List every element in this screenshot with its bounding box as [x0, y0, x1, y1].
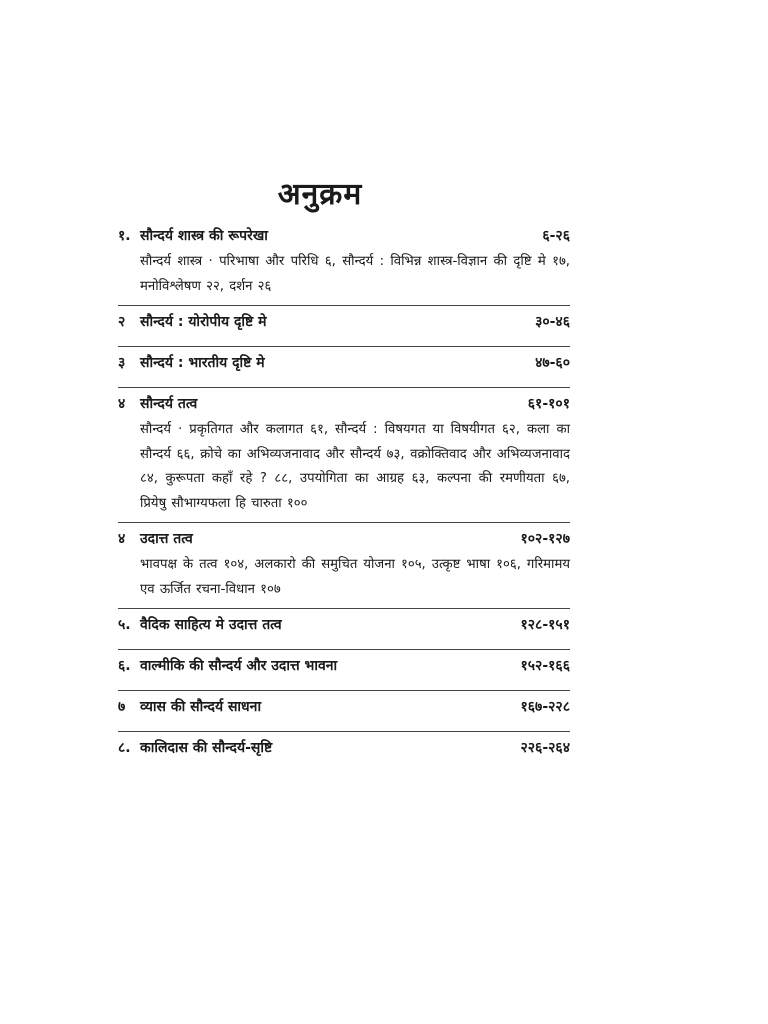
toc-entry: [118, 731, 570, 772]
entry-number: १.: [118, 228, 131, 244]
toc-entry: [118, 690, 570, 731]
entry-title: सौन्दर्य : भारतीय दृष्टि मे: [140, 355, 265, 371]
entry-title: व्यास की सौन्दर्य साधना: [140, 699, 262, 715]
entry-pages: १५२-१६६: [520, 658, 570, 674]
entry-title: वैदिक साहित्य मे उदात्त तत्व: [140, 617, 282, 633]
toc-entry: [118, 305, 570, 346]
entry-pages: ३०-४६: [535, 314, 570, 330]
entry-pages: ६१-१०१: [527, 396, 570, 412]
toc-entry: [118, 608, 570, 649]
entry-title: उदात्त तत्व: [140, 531, 193, 547]
entry-pages: ४७-६०: [535, 355, 570, 371]
entry-title: सौन्दर्य तत्व: [140, 396, 198, 412]
entry-pages: ६-२६: [542, 228, 570, 244]
entry-description: सौन्दर्य · प्रकृतिगत और कलागत ६१, सौन्दर्य : विषयगत या विषयीगत ६२, कला का सौन्दर्य ६६, क्रोचे का अभिव्यजनावाद और सौन्दर्य ७३, वक्रोक्तिवाद और अभिव्यजनावाद ८४, कुरूपता कहाँ रहे ? ८८, उपयोगिता का आग्रह ६३, कल्पना की रमणीयता ६७, प्रियेषु सौभाग्यफला हि चारुता १००: [140, 422, 570, 511]
entry-number: ७: [118, 699, 126, 715]
entry-description: भावपक्ष के तत्व १०४, अलकारो की समुचित योजना १०५, उत्कृष्ट भाषा १०६, गरिमामय एव ऊर्जित रचना-विधान १०७: [140, 557, 570, 597]
entry-description: सौन्दर्य शास्त्र · परिभाषा और परिधि ६, सौन्दर्य : विभिन्न शास्त्र-विज्ञान की दृष्टि मे १७, मनोविश्लेषण २२, दर्शन २६: [140, 254, 570, 294]
entry-pages: २२६-२६४: [520, 740, 570, 756]
entry-title: वाल्मीकि की सौन्दर्य और उदात्त भावना: [140, 658, 338, 674]
entry-number: ५.: [118, 617, 131, 633]
entry-pages: १६७-२२८: [520, 699, 570, 715]
entry-number: ४: [118, 396, 126, 412]
entry-title: कालिदास की सौन्दर्य-सृष्टि: [140, 740, 273, 756]
entry-number: ८.: [118, 740, 131, 756]
entry-number: ४: [118, 531, 126, 547]
table-of-contents: [118, 226, 570, 772]
entry-title: सौन्दर्य शास्त्र की रूपरेखा: [140, 228, 268, 244]
entry-number: ३: [118, 355, 126, 371]
entry-pages: १०२-१२७: [520, 531, 570, 547]
toc-entry: [118, 649, 570, 690]
toc-entry: [118, 346, 570, 387]
entry-pages: १२८-१५१: [520, 617, 570, 633]
toc-entry: [118, 387, 570, 522]
entry-number: २: [118, 314, 126, 330]
entry-number: ६.: [118, 658, 131, 674]
page-title: अनुक्रम: [277, 177, 363, 212]
toc-entry: [118, 522, 570, 608]
toc-entry: [118, 226, 570, 305]
entry-title: सौन्दर्य : योरोपीय दृष्टि मे: [140, 314, 267, 330]
